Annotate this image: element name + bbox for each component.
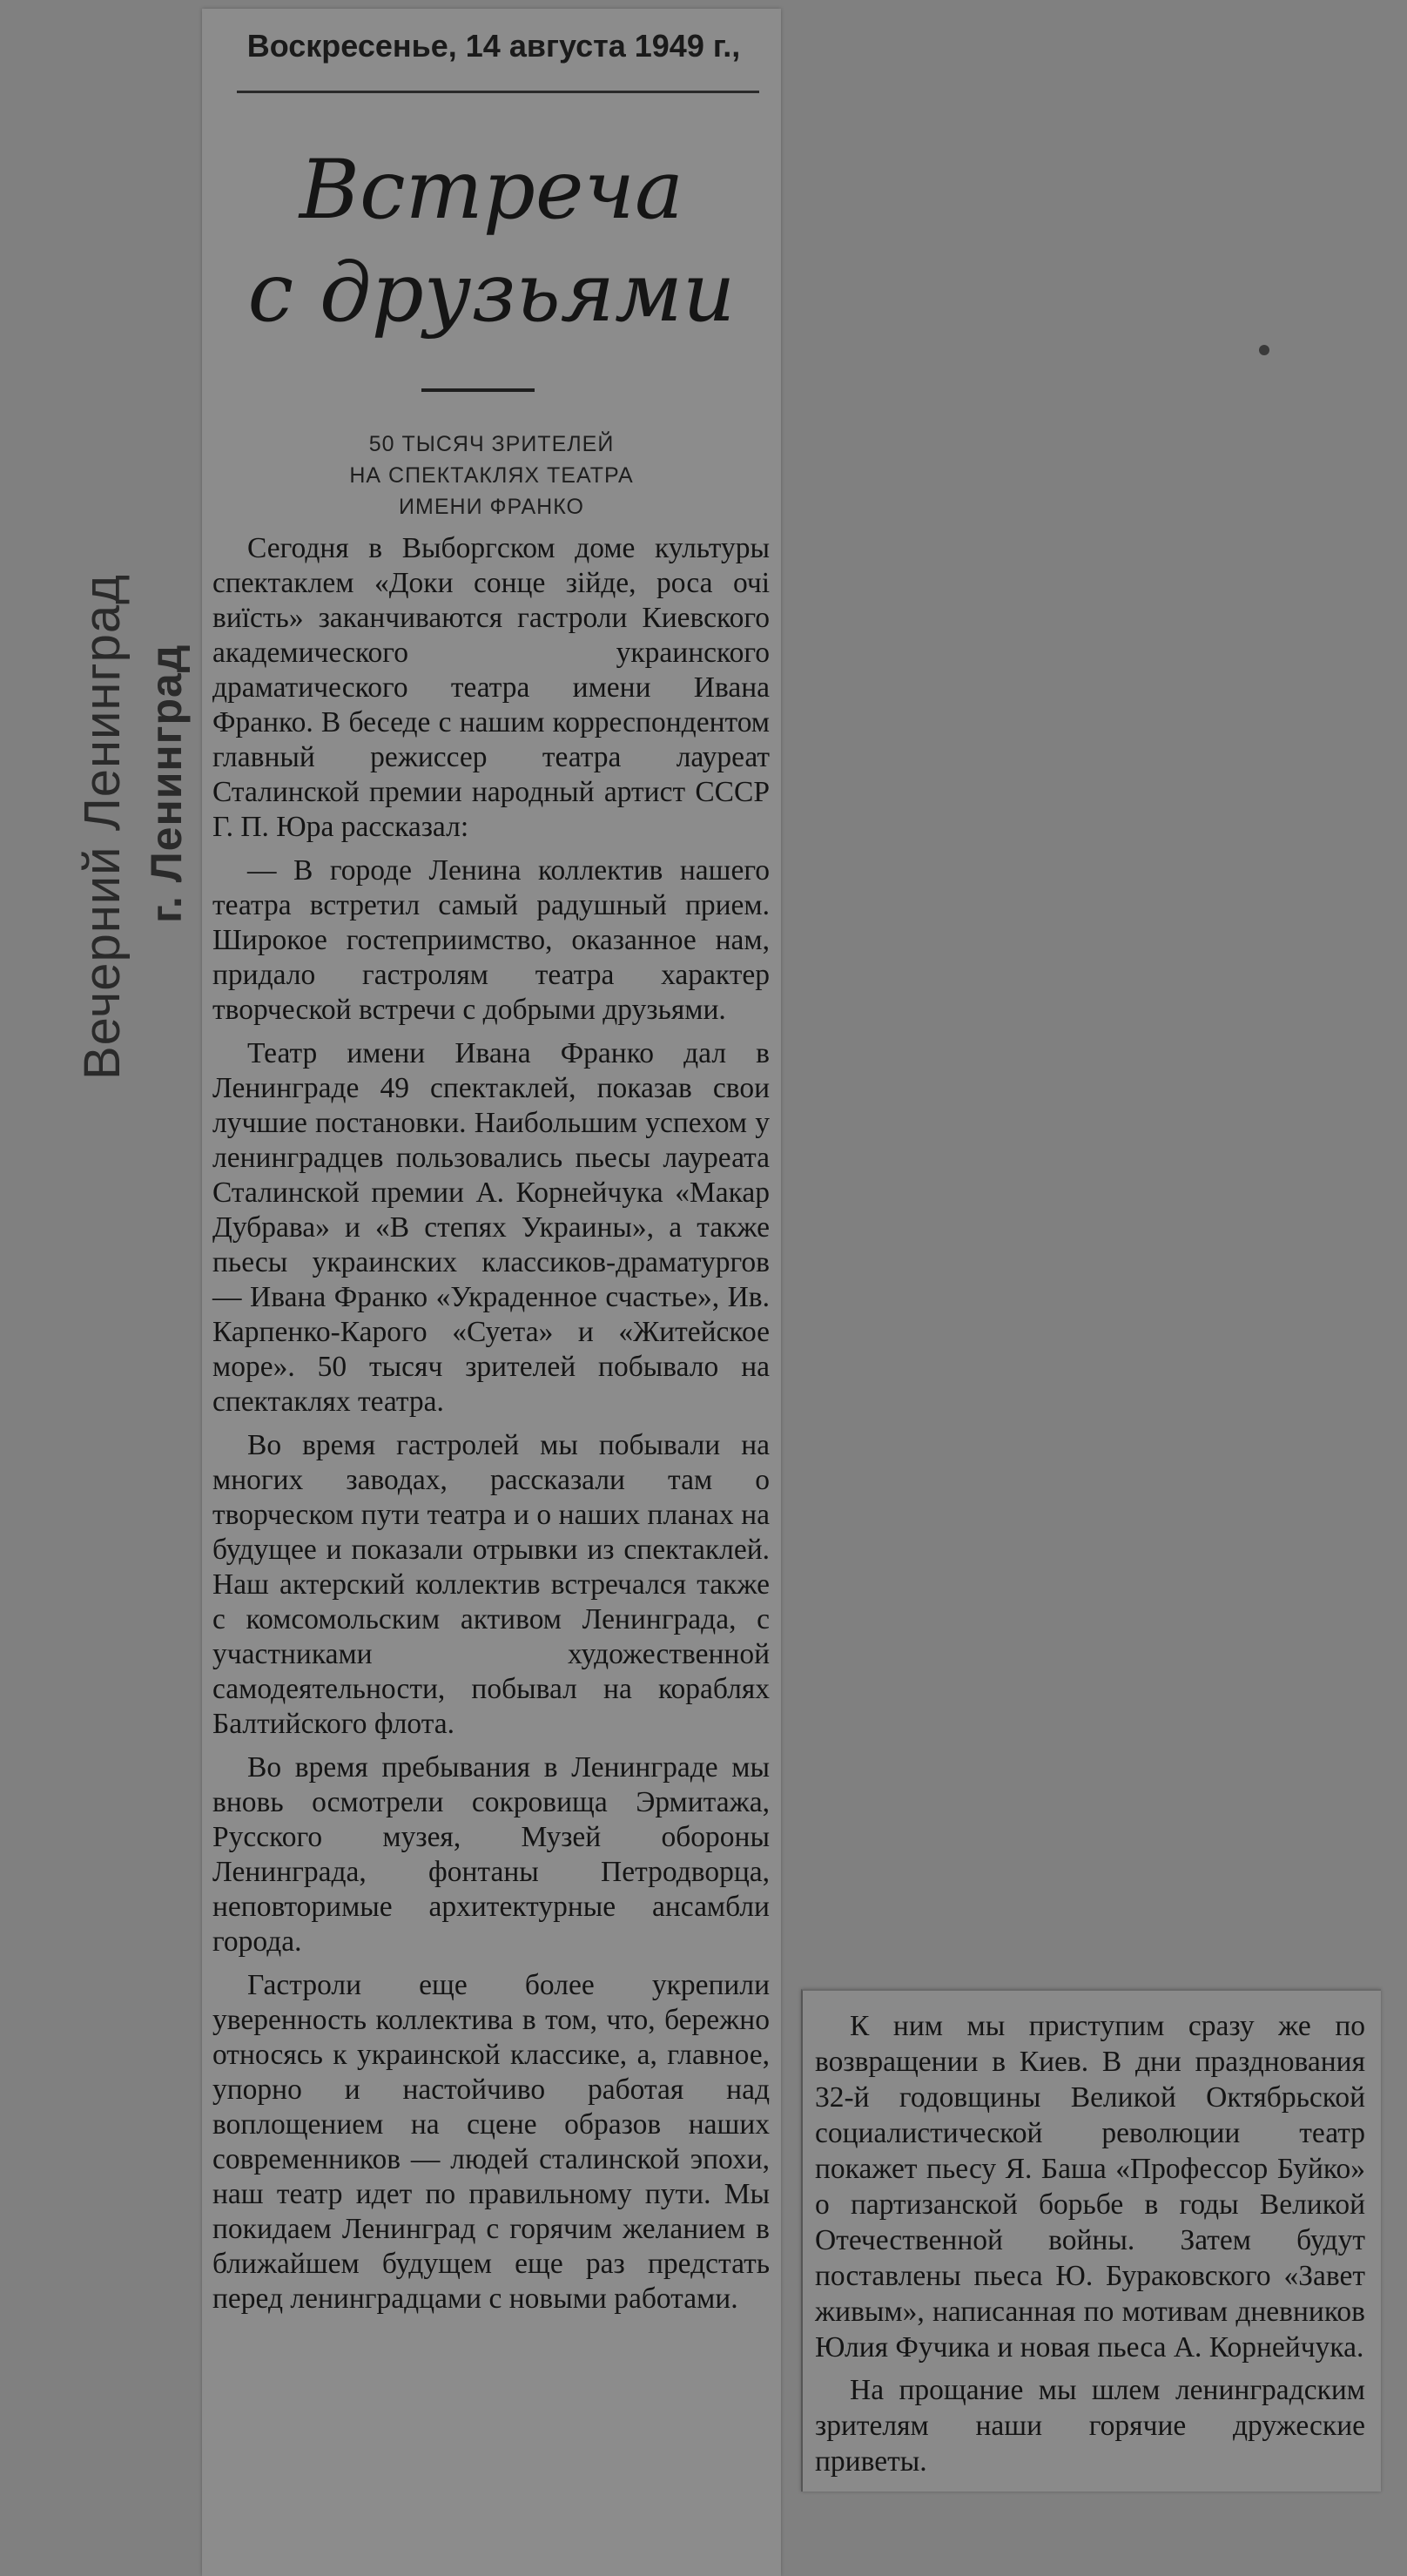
subhead-line-3: ИМЕНИ ФРАНКО [399, 495, 584, 519]
headline-line-1: Встреча [299, 143, 684, 238]
continuation-paragraph: К ним мы приступим сразу же по возвращении в Киев. В дни празднования 32-й годовщины Великой Октябрьской социалистической революции театр покажет пьесу Я. Баша «Профессор Буйко» о партизанской борьбе в годы Великой Отечественной войны. Затем будут поставлены пьеса Ю. Бураковского «Завет живым», написанная по мотивам дневников Юлия Фучика и новая пьеса А. Корнейчука. [815, 2010, 1365, 2364]
subhead-line-2: НА СПЕКТАКЛЯХ ТЕАТРА [349, 463, 634, 488]
continuation-paragraph: На прощание мы шлем ленинградским зрителям наши горячие дружеские приветы. [815, 2374, 1365, 2478]
article-paragraph: Гастроли еще более укрепили уверенность коллектива в том, что, бережно относясь к украинской классике, а, главное, упорно и настойчиво работая над воплощением на сцене образов наших современников — людей сталинской эпохи, наш театр идет по правильному пути. Мы покидаем Ленинград с горячим желанием в ближайшем будущем еще раз предстать перед ленинградцами с новыми работами. [212, 1969, 770, 2315]
article-paragraph: — В городе Ленина коллектив нашего театра встретил самый радушный прием. Широкое гостеприимство, оказанное нам, придало гастролям театра характер творческой встречи с добрыми друзьями. [212, 854, 770, 1026]
paper-speck [1259, 345, 1269, 355]
article-body [212, 531, 770, 2325]
article-paragraph: Во время гастролей мы побывали на многих заводах, рассказали там о творческом пути театра и о наших планах на будущее и показали отрывки из спектаклей. Наш актерский коллектив встречался также с комсомольским активом Ленинграда, с участниками художественной самодеятельности, побывал на кораблях Балтийского флота. [212, 1429, 770, 1740]
headline-line-2: с друзьями [247, 246, 736, 341]
headline [202, 139, 781, 345]
article-paragraph: Сегодня в Выборгском доме культуры спектаклем «Доки сонце зiйде, роса очi виïсть» заканчиваются гастроли Киевского академического украинского драматического театра имени Ивана Франко. В беседе с нашим корреспондентом главный режиссер театра лауреат Сталинской премии народный артист СССР Г. П. Юра рассказал: [212, 532, 770, 843]
subheadline [237, 428, 746, 523]
newspaper-name-stamp: Вечерний Ленинград [74, 574, 131, 1080]
subhead-line-1: 50 ТЫСЯЧ ЗРИТЕЛЕЙ [368, 432, 615, 456]
dateline-rule [237, 91, 759, 93]
article-paragraph: Во время пребывания в Ленинграде мы вновь осмотрели сокровища Эрмитажа, Русского музея, Музей обороны Ленинграда, фонтаны Петродворца, неповторимые архитектурные ансамбли города. [212, 1751, 770, 1958]
dateline: Воскресенье, 14 августа 1949 г., [246, 28, 741, 64]
headline-rule [421, 388, 535, 392]
newspaper-clipping [202, 9, 781, 2576]
city-stamp: г. Ленинград [142, 644, 191, 923]
continuation-body [815, 2008, 1365, 2486]
continuation-clipping [801, 1989, 1381, 2492]
article-paragraph: Театр имени Ивана Франко дал в Ленинграде 49 спектаклей, показав свои лучшие постановки. Наибольшим успехом у ленинградцев пользовались пьесы лауреата Сталинской премии А. Корнейчука «Макар Дубрава» и «В степях Украины», а также пьесы украинских классиков-драматургов — Ивана Франко «Украденное счастье», Ив. Карпенко-Карого «Суета» и «Житейское море». 50 тысяч зрителей побывало на спектаклях театра. [212, 1037, 770, 1418]
